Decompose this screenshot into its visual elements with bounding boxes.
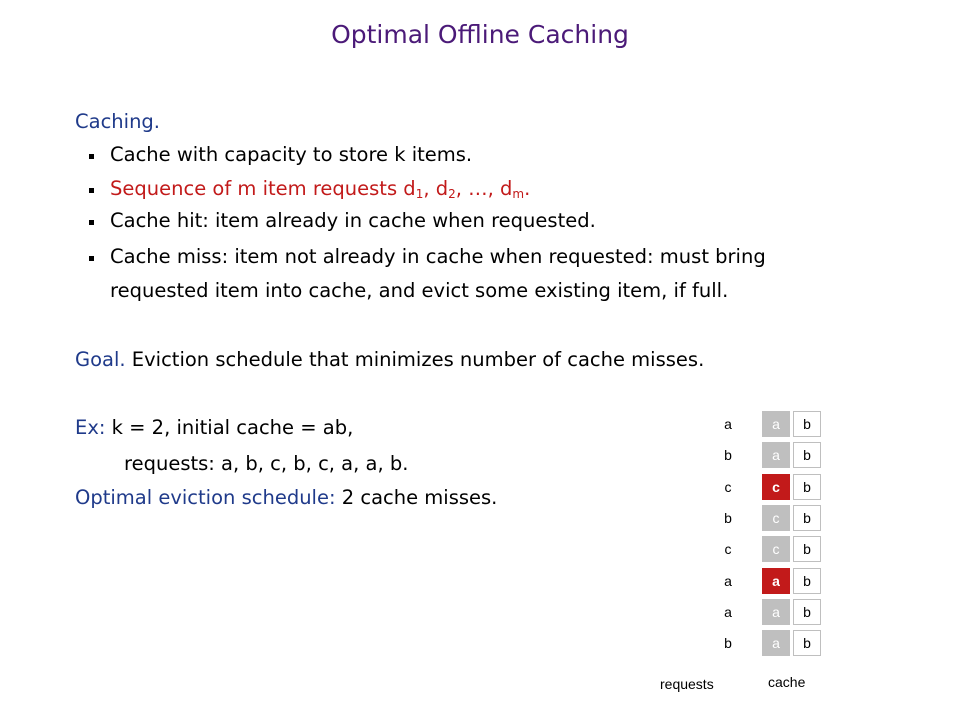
schedule-label: Optimal eviction schedule: <box>75 486 336 509</box>
bullet-icon <box>89 188 94 193</box>
cache-slot-right: b <box>793 630 821 656</box>
goal-text: Eviction schedule that minimizes number of cache misses. <box>125 348 705 371</box>
cache-slot-miss: a <box>762 568 790 594</box>
request-item: c <box>724 541 732 558</box>
requests-caption: requests <box>660 676 714 692</box>
bullet-cache-miss-cont: requested item into cache, and evict some existing item, if full. <box>110 279 729 302</box>
goal-line <box>75 348 704 372</box>
request-item: a <box>724 416 732 432</box>
cache-slot-right: b <box>793 568 821 594</box>
bullet-icon <box>89 256 94 261</box>
bullet-sequence: Sequence of m item requests $d_1$, $d_2$, …, $d_m$. <box>110 177 531 201</box>
request-item: b <box>724 509 732 526</box>
example-line <box>75 416 353 440</box>
request-item: c <box>724 478 732 495</box>
cache-slot-right: b <box>793 505 821 531</box>
cache-slot-right: b <box>793 474 821 500</box>
example-label: Ex: <box>75 416 106 439</box>
request-item: b <box>724 447 732 464</box>
example-requests: requests: a, b, c, b, c, a, a, b. <box>124 452 409 475</box>
cache-slot-left: a <box>762 442 790 468</box>
cache-slot-right: b <box>793 599 821 625</box>
bullet-cache-hit: Cache hit: item already in cache when requested. <box>110 209 596 232</box>
heading-caching: Caching. <box>75 110 160 133</box>
cache-slot-left: a <box>762 411 790 437</box>
cache-slot-left: c <box>762 505 790 531</box>
goal-label: Goal. <box>75 348 126 371</box>
cache-slot-left: c <box>762 536 790 562</box>
schedule-text: 2 cache misses. <box>335 486 498 509</box>
cache-caption: cache <box>768 674 806 690</box>
bullet-icon <box>89 154 94 159</box>
slide-title: Optimal Offline Caching <box>331 20 629 49</box>
bullet-capacity: Cache with capacity to store k items. <box>110 143 473 166</box>
cache-slot-right: b <box>793 536 821 562</box>
request-item: a <box>724 603 732 620</box>
bullet-icon <box>89 220 94 225</box>
example-text: k = 2, initial cache = ab, <box>105 416 354 439</box>
cache-slot-miss: c <box>762 474 790 500</box>
bullet-cache-miss: Cache miss: item not already in cache when requested: must bring <box>110 245 766 268</box>
request-item: b <box>724 635 732 652</box>
schedule-line <box>75 486 497 510</box>
cache-slot-right: b <box>793 411 821 437</box>
cache-slot-left: a <box>762 630 790 656</box>
cache-slot-right: b <box>793 442 821 468</box>
cache-slot-left: a <box>762 599 790 625</box>
request-item: a <box>724 572 732 589</box>
